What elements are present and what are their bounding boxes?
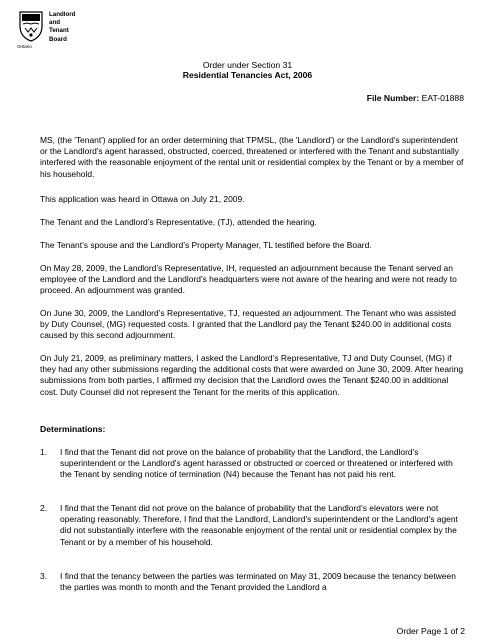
determination-item — [40, 571, 466, 593]
paragraph-second-adjournment — [40, 308, 466, 342]
ltb-logo — [14, 6, 76, 54]
paragraph: On June 30, 2009, the Landlord’s Representative, TJ, requested an adjournment. The Tenant who was assisted by Duty Counsel, (MG) requested costs. I granted that the Landlord pay the Tenant $240.00 in additional costs caused by this second adjournment. — [40, 308, 456, 341]
paragraph: On July 21, 2009, as preliminary matters, I asked the Landlord’s Representative, TJ and Duty Counsel, (MG) if they had any other submissions regarding the additional costs that were awarded on June 30, 2009. After hearing submissions from both parties, I affirmed my decision that the Landlord owes the Tenant $240.00 in additional cost. Duty Counsel did not represent the Tenant for the merits of this application. — [40, 353, 464, 397]
determination-item — [40, 447, 466, 481]
determination-number: 1. — [40, 447, 48, 457]
page-footer: Order Page 1 of 2 — [396, 626, 465, 636]
determination-text: I find that the Tenant did not prove on the balance of probability that the Landlord’s elevators were not operating reasonably. Therefore, I find that the Landlord, Landlord's superintendent or the Landlord's agent did not substantially interfere with the reasonable enjoyment of the rental unit or residential complex by the Tenant or by a member of his household. — [60, 503, 458, 547]
board-name-line-4: Board — [49, 35, 67, 43]
act-title: Residential Tenancies Act, 2006 — [182, 70, 313, 80]
determination-text: I find that the tenancy between the parties was terminated on May 31, 2009 because the tenancy between the parties was month to month and the Tenant provided the Landlord a — [60, 571, 456, 593]
determinations-heading: Determinations: — [40, 424, 106, 434]
board-name-line-2: and — [49, 19, 61, 27]
order-under-section: Order under Section 31 — [202, 60, 293, 70]
paragraph: This application was heard in Ottawa on July 21, 2009. — [40, 194, 245, 204]
file-number-value: EAT-01888 — [421, 93, 464, 103]
determination-number: 3. — [40, 571, 48, 581]
paragraph: On May 28, 2009, the Landlord’s Representative, IH, requested an adjournment because the Tenant served an employee of the Landlord and the Landlord’s headquarters were not aware of the hearing and were not ready to proceed. An adjournment was granted. — [40, 263, 457, 296]
paragraph-testimony — [40, 240, 466, 251]
paragraph-preliminary-matters — [40, 353, 466, 398]
file-number — [367, 93, 464, 103]
determination-item — [40, 503, 466, 548]
paragraph: MS, (the 'Tenant') applied for an order determining that TPMSL, (the 'Landlord') or the Landlord's superintendent or the Landlord's agent harassed, obstructed, coerced, threatened or interfered with the Tenant and substantially interfered with the reasonable enjoyment of the rental unit or residential complex by the Tenant or by a member of his household. — [40, 135, 464, 179]
paragraph-hearing — [40, 194, 466, 205]
board-name — [49, 11, 75, 44]
board-name-line-3: Tenant — [49, 27, 69, 35]
paragraph-application — [40, 135, 466, 180]
ontario-label: Ontario — [17, 44, 32, 49]
paragraph: The Tenant and the Landlord’s Representative, (TJ), attended the hearing. — [40, 217, 317, 227]
paragraph: The Tenant’s spouse and the Landlord’s Property Manager, TL testified before the Board. — [40, 240, 372, 250]
board-name-line-1: Landlord — [49, 11, 76, 18]
paragraph-attendance — [40, 217, 466, 228]
determination-number: 2. — [40, 503, 48, 513]
determination-text: I find that the Tenant did not prove on the balance of probability that the Landlord, the Landlord's superintendent or the Landlord's agent harassed or obstructed or coerced or threatened or interfered with the Tenant by sending notice of termination (N4) because the Tenant has not paid his rent. — [60, 447, 453, 480]
ontario-crest-icon — [18, 10, 44, 42]
file-number-label: File Number: — [366, 93, 420, 103]
paragraph-first-adjournment — [40, 263, 466, 297]
